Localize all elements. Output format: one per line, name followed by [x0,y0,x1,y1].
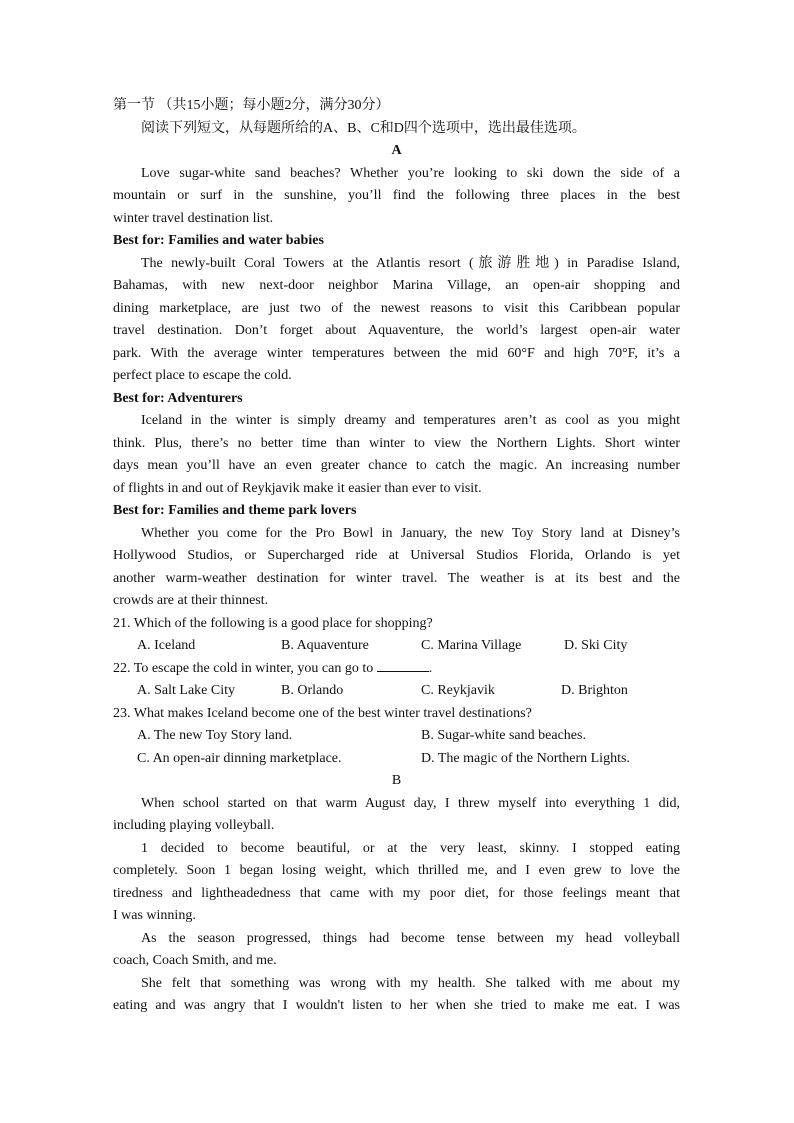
exam-page [113,95,680,1018]
text-line: completely. Soon 1 began losing weight, which thrilled me, and I even grew to love the [113,863,680,878]
question-stem: 23. What makes Iceland become one of the best winter travel destinations? [113,705,532,721]
option-b[interactable]: B. Orlando [281,683,344,698]
passage-b-paragraph [113,973,680,1018]
passage-b-label: B [391,773,402,788]
question-21 [113,613,680,658]
text-line: The newly-built Coral Towers at the Atlantis resort (旅游胜地) in Paradise Island, [141,255,680,271]
option-c[interactable]: C. Marina Village [421,638,522,653]
instructions: 阅读下列短文，从每题所给的A、B、C和D四个选项中，选出最佳选项。 [141,120,586,136]
text-line: crowds are at their thinnest. [113,593,269,608]
option-a[interactable]: A. Salt Lake City [137,683,235,698]
section-heading: Best for: Adventurers [113,390,243,406]
section-adventurers [113,388,680,501]
option-d[interactable]: D. Brighton [561,683,628,698]
text-line: When school started on that warm August day, I threw myself into everything 1 did, [141,795,680,811]
text-line: of flights in and out of Reykjavik make it easier than ever to visit. [113,480,482,496]
passage-a-label: A [391,143,402,158]
option-c[interactable]: C. Reykjavik [421,683,495,698]
text-line: Iceland in the winter is simply dreamy and temperatures aren’t as cool as you might [141,413,680,428]
question-options [113,680,680,703]
question-stem: 21. Which of the following is a good place for shopping? [113,615,433,631]
option-d[interactable]: D. The magic of the Northern Lights. [421,750,630,766]
text-line: Love sugar-white sand beaches? Whether you’re looking to ski down the side of a [141,165,680,181]
text-line: Hollywood Studios, or Supercharged ride at Universal Studios Florida, Orlando is yet [113,548,680,563]
text-line: dining marketplace, are just two of the newest reasons to visit this Caribbean popular [113,300,680,316]
question-stem-line [113,658,680,681]
section-header: 第一节 （共15小题；每小题2分，满分30分） [113,98,390,113]
section-heading: Best for: Families and theme park lovers [113,503,357,518]
text-line: eating and was angry that I wouldn't listen to her when she tried to make me eat. I was [113,998,680,1013]
text-line: think. Plus, there’s no better time than winter to view the Northern Lights. Short winter [113,435,680,451]
question-stem-end: . [428,660,433,676]
text-line: She felt that something was wrong with my health. She talked with me about my [141,975,680,991]
text-line: 1 decided to become beautiful, or at the very least, skinny. I stopped eating [141,840,680,856]
option-b[interactable]: B. Sugar-white sand beaches. [421,728,586,743]
text-line: winter travel destination list. [113,210,274,226]
section-families-water [113,230,680,388]
text-line: I was winning. [113,908,196,923]
section-theme-park [113,500,680,613]
question-options [113,748,680,771]
option-a[interactable]: A. Iceland [137,638,196,653]
question-options [113,635,680,658]
passage-b-paragraph [113,928,680,973]
text-line: including playing volleyball. [113,818,275,833]
answer-blank[interactable] [377,659,429,672]
text-line: As the season progressed, things had become tense between my head volleyball [141,930,680,946]
text-line: days mean you’ll have an even greater chance to catch the magic. An increasing number [113,458,680,473]
option-a[interactable]: A. The new Toy Story land. [137,728,293,743]
text-line: Whether you come for the Pro Bowl in January, the new Toy Story land at Disney’s [141,525,680,541]
text-line: park. With the average winter temperatures between the mid 60°F and high 70°F, it’s a [113,345,680,361]
question-22 [113,658,680,703]
question-options [113,725,680,748]
passage-a-intro [113,163,680,231]
section-heading: Best for: Families and water babies [113,233,324,248]
text-line: travel destination. Don’t forget about Aquaventure, the world’s largest open-air water [113,323,680,338]
text-line: another warm-weather destination for winter travel. The weather is at its best and the [113,570,680,586]
text-line: perfect place to escape the cold. [113,368,292,383]
question-stem: 22. To escape the cold in winter, you can go to [113,660,374,676]
option-c[interactable]: C. An open-air dinning marketplace. [137,750,342,766]
text-line: mountain or surf in the sunshine, you’ll find the following three places in the best [113,188,680,203]
option-b[interactable]: B. Aquaventure [281,638,369,653]
text-line: Bahamas, with new next-door neighbor Marina Village, an open-air shopping and [113,278,680,293]
question-23 [113,703,680,771]
text-line: tiredness and lightheadedness that came with my poor diet, for those feelings meant that [113,885,680,901]
passage-b-paragraph [113,838,680,928]
option-d[interactable]: D. Ski City [564,638,628,653]
passage-b-paragraph [113,793,680,838]
text-line: coach, Coach Smith, and me. [113,953,277,968]
